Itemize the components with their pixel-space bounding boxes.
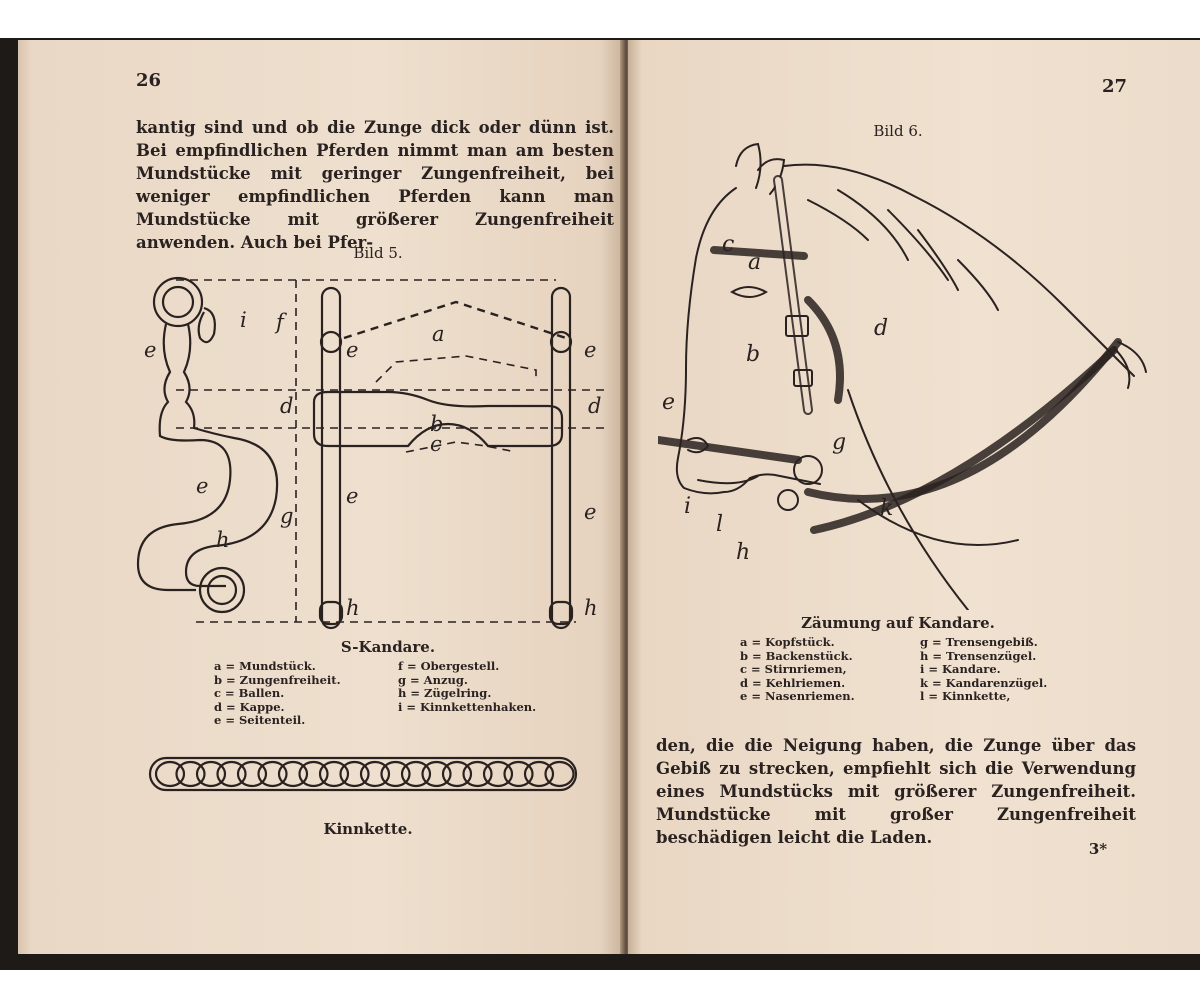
label-b: b <box>430 412 444 436</box>
legend-item: b = Backenstück. <box>740 648 853 663</box>
body-paragraph: kantig sind und ob die Zunge dick oder dünn ist. Bei empfindlichen Pferden nimmt man am besten Mundstücke mit geringer Zungenfreiheit, bei weniger empfindlichen Pferden kann man Mundstücke mit größerer Zungenfreiheit anwenden. Auch bei Pfer- <box>136 118 614 252</box>
label-d: d <box>874 316 889 341</box>
label-k: k <box>880 496 894 521</box>
kandarenzuegel-rein <box>814 350 1114 530</box>
legend-item: i = Kinnkettenhaken. <box>398 699 537 714</box>
page-number: 26 <box>136 70 162 91</box>
figure-caption: Bild 6. <box>873 122 923 140</box>
figure-title: Zäumung auf Kandare. <box>801 614 995 632</box>
label-l: l <box>716 512 724 537</box>
legend-item: h = Zügelring. <box>398 686 492 700</box>
label-i: i <box>240 308 247 332</box>
legend-item: a = Kopfstück. <box>740 635 835 649</box>
legend-item: d = Kehlriemen. <box>740 675 846 690</box>
label-a: a <box>432 322 445 346</box>
label-d: d <box>588 394 602 418</box>
label-h: h <box>584 596 598 620</box>
trensengebiss-ring <box>794 456 822 484</box>
legend-item: c = Stirnriemen, <box>740 662 847 676</box>
legend-column-left <box>740 636 855 704</box>
lower-ring <box>200 568 244 612</box>
open-book <box>18 40 1200 954</box>
label-c: c <box>722 232 735 257</box>
label-h: h <box>216 528 230 552</box>
label-d: d <box>280 394 294 418</box>
legend-column-right <box>920 636 1047 704</box>
label-e: e <box>196 474 209 498</box>
label-e: e <box>584 500 597 524</box>
legend-item: d = Kappe. <box>214 699 285 714</box>
label-i: i <box>684 494 692 519</box>
trensenzuegel-rein <box>808 342 1118 499</box>
legend-item: k = Kandarenzügel. <box>920 675 1048 690</box>
label-h: h <box>736 540 751 565</box>
legend-item: h = Trensenzügel. <box>920 648 1037 663</box>
label-g: g <box>280 504 294 528</box>
label-e: e <box>346 484 359 508</box>
label-c: c <box>430 432 442 456</box>
legend-item: g = Trensengebiß. <box>920 635 1038 649</box>
label-e: e <box>346 338 359 362</box>
chain-link <box>546 762 574 786</box>
body-paragraph: den, die die Neigung haben, die Zunge über das Gebiß zu strecken, empfiehlt sich die Verwendung eines Mundstücks mit größerer Zungenfreiheit. Mundstücke mit großer Zungenfreiheit beschädigen leicht die Laden. <box>656 736 1136 847</box>
legend-item: e = Seitenteil. <box>214 713 306 727</box>
right-page <box>628 40 1200 954</box>
page-number: 27 <box>1102 76 1128 97</box>
legend-item: a = Mundstück. <box>214 659 316 673</box>
legend-column-right <box>398 660 536 714</box>
label-e: e <box>144 338 157 362</box>
legend-item: i = Kandare. <box>920 662 1001 676</box>
label-e: e <box>662 390 676 415</box>
chain-hook <box>199 308 215 342</box>
kinnkette-chain-illustration <box>148 752 578 796</box>
legend-item: g = Anzug. <box>398 672 468 687</box>
legend-item: l = Kinnkette, <box>920 689 1011 703</box>
figure-title: S-Kandare. <box>340 638 436 656</box>
signature-mark: 3* <box>1088 840 1108 858</box>
horse-eye <box>732 287 766 297</box>
legend-item: b = Zungenfreiheit. <box>214 672 341 687</box>
legend-column-left <box>214 660 341 728</box>
horse-head-bridle-illustration <box>658 140 1168 610</box>
horse-ear <box>736 144 761 188</box>
left-page <box>18 40 624 954</box>
chain-title: Kinnkette. <box>323 820 413 838</box>
upper-ring <box>154 278 202 326</box>
label-h: h <box>346 596 360 620</box>
label-g: g <box>832 430 847 455</box>
s-kandare-diagram <box>136 262 606 632</box>
legend-item: e = Nasenriemen. <box>740 689 855 703</box>
label-f: f <box>276 310 284 334</box>
label-a: a <box>748 250 762 275</box>
label-b: b <box>746 342 761 367</box>
legend-item: f = Obergestell. <box>398 659 500 673</box>
figure-caption: Bild 5. <box>353 244 403 262</box>
label-e: e <box>584 338 597 362</box>
legend-item: c = Ballen. <box>214 686 285 700</box>
